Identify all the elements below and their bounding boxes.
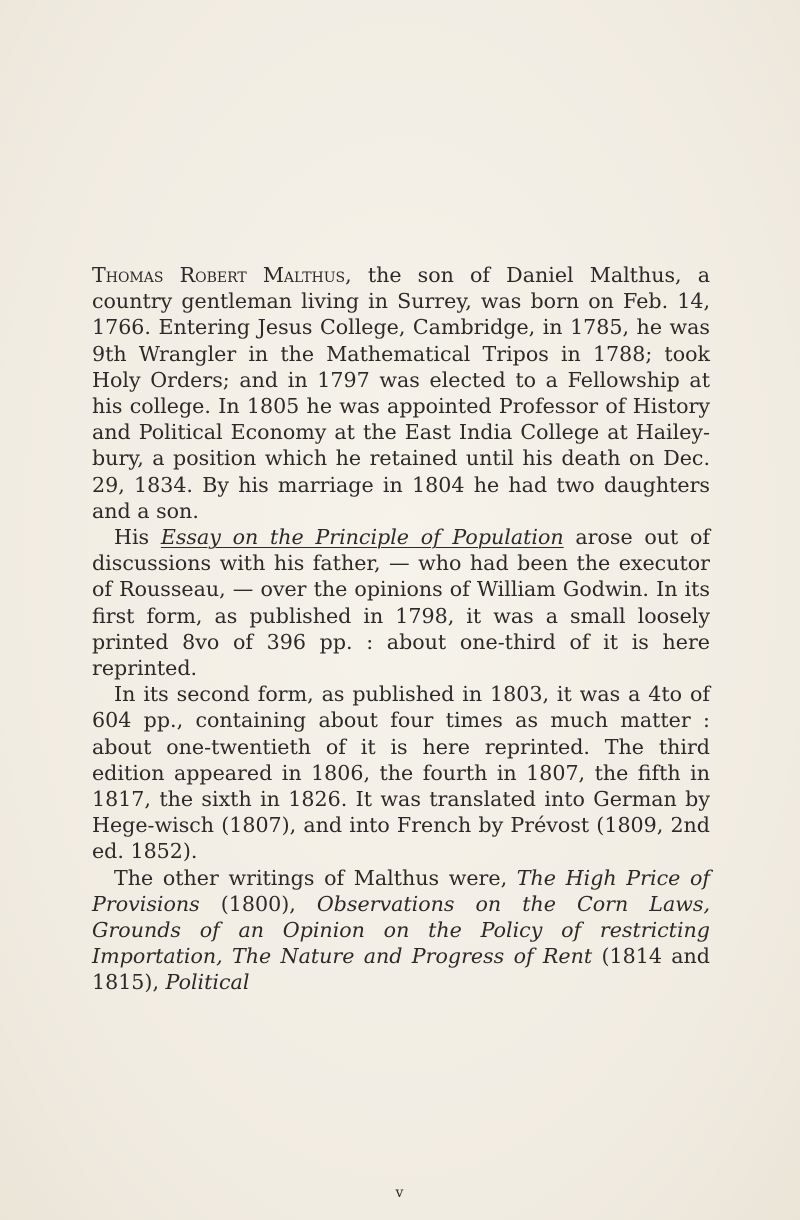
title-political: Political (165, 970, 250, 995)
paragraph-other-writings (92, 865, 710, 996)
paragraph-other-writings-mid1: (1800), (199, 891, 317, 916)
paragraph-essay-origin-pre: His (114, 525, 161, 550)
paragraph-second-edition (92, 681, 710, 864)
paragraph-biography-text: , the son of Daniel Malthus, a country gentleman living in Surrey, was born on Feb. 14, 1766. Entering Jesus College, Cambridge, in 1785, he was 9th Wrangler in the Mathematical Tripos in 1788; took Holy Orders; and in 1797 was elected to a Fellowship at his college. In 1805 he was appointed Professor of History and Political Economy at the East India College at Hailey-bury, a position which he retained until his death on Dec. 29, 1834. By his marriage in 1804 he had two daughters and a son. (92, 263, 711, 523)
essay-title: Essay on the Principle of Population (160, 525, 564, 550)
title-high-price: The High Price of Provisions (92, 865, 710, 916)
paragraph-biography (92, 262, 710, 524)
paragraph-other-writings-mid2: (1814 and 1815), (92, 944, 710, 995)
body-text (92, 262, 710, 996)
page-number: v (395, 1185, 405, 1201)
paragraph-other-writings-pre: The other writings of Malthus were, (114, 865, 517, 890)
paragraph-essay-origin (92, 524, 710, 681)
paragraph-essay-origin-post: arose out of discussions with his father, — who had been the executor of Rousseau, — over the opinions of William Godwin. In its first form, as published in 1798, it was a small loosely printed 8vo of 396 pp. : about one-third of it is here reprinted. (92, 525, 710, 681)
title-observations: Observations on the Corn Laws, Grounds of an Opinion on the Policy of restricting Importation, The Nature and Progress of Rent (92, 891, 710, 969)
paragraph-second-edition-text: In its second form, as published in 1803, it was a 4to of 604 pp., containing about four times as much matter : about one-twentieth of it is here reprinted. The third edition appeared in 1806, the fourth in 1807, the fifth in 1817, the sixth in 1826. It was translated into German by Hege-wisch (1807), and into French by Prévost (1809, 2nd ed. 1852). (92, 682, 710, 864)
lead-name: Thomas Robert Malthus (92, 263, 346, 287)
